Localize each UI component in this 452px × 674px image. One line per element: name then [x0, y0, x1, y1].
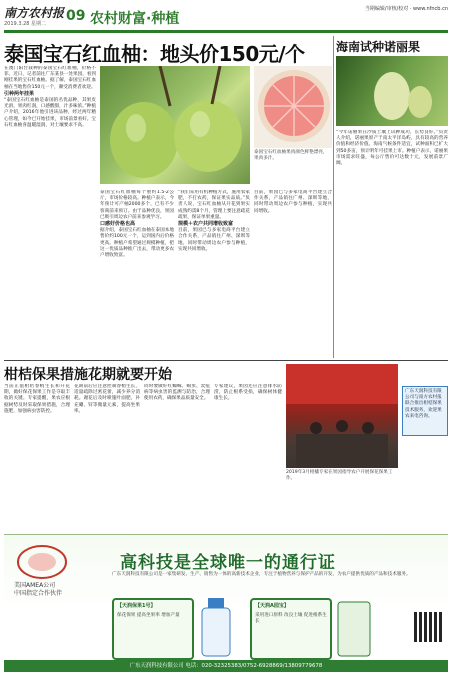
masthead-logo: 南方农村报	[4, 6, 65, 20]
product-card-1	[112, 598, 194, 660]
article2-headline: 柑桔保果措施花期就要开始	[4, 367, 172, 383]
article1-col2-text: 泰国宝石红血柚每个重约1.5-2公斤，市场价格较高。种植户表示，今年预计可产柚2000多个，已有不少客商前来预订。由于品种优良，果园已吸引周边农户前来参观学习。	[100, 190, 174, 220]
pomelo-flesh-caption: 泰国宝石红血柚果肉颜色鲜艳漂亮，果肉多汁。	[254, 150, 328, 161]
header-info: 当期编辑/审核/校对 · www.nfncb.cn	[364, 6, 448, 12]
section-divider	[4, 360, 448, 361]
ad-headline: 高科技是全球唯一的通行证	[120, 553, 336, 573]
article1-col1-text: 在澳门阳台栽种的泰国宝石红血柚，价格不菲。近日，记者前往广东某县一处果园，看到刚挂果的宝石红血柚。据了解，泰国宝石红血柚在当地售价150元一个，颇受消费者欢迎。	[4, 66, 96, 90]
section-title: 农村财富·种植	[90, 11, 180, 27]
article1-col1-subhead: 引种两年挂果	[4, 90, 35, 97]
article1-col4-text: 目前，果园已与多家电商平台建立合作关系，产品销往广州、深圳等地，同时带动周边农户参与种植，实现共同增收。	[254, 190, 332, 214]
article2-column-1: 当前正值柑桔春梢生长和开花期，做好保花保果工作是夺取丰收的关键。专家提醒，果农应根据树势及时采取保果措施，合理施肥，加强病虫害防控。	[4, 384, 70, 414]
article1-col3-subhead: 规模＋农户共同增收致富	[178, 221, 234, 228]
pomelo-slice-illustration	[254, 66, 332, 148]
ad-company: 美国AMEA公司 中国指定合作伙伴	[14, 582, 63, 597]
article1-col2-subhead: 口感好价格也高	[100, 221, 136, 228]
ad-subtitle: 广东天润科技有限公司是一家集研发、生产、销售为一体的高新技术企业，专注于植物营养与保护产品的开发，为农户提供优质的产品和技术服务。	[112, 572, 411, 577]
sidebar-headline: 海南试种诺丽果	[336, 40, 421, 54]
article1-col2-text-b: 据介绍，泰国宝石红血柚在泰国本地售价约100元一个，运到国内后价格更高。种植户希望通过规模种植，把这一优质品种推广出去，带动更多农户增收致富。	[100, 228, 174, 259]
article1-col1-text-b: “泰国宝石红血柚是泰国的名优品种，其果皮光滑，果肉红润，口感酸甜，汁多味浓。”种植户介绍，2016年他引进该品种，经过两年精心管理，如今已开始挂果，市场前景看好。宝石红血柚喜温暖湿润，对土壤要求不高。	[4, 98, 96, 128]
qr-code-icon	[414, 612, 444, 642]
noni-fruit-illustration	[336, 56, 448, 126]
issue-date: 2019.3.28 星期二	[4, 21, 47, 27]
article1-column-2	[100, 190, 174, 356]
article1-headline: 泰国宝石红血柚：地头价150元/个	[4, 42, 305, 66]
product-bag-icon	[334, 596, 374, 658]
meeting-illustration	[286, 364, 398, 468]
citrus-meeting-photo	[286, 364, 398, 468]
article1-col3-text: “我们采用有机种植方式，施用农家肥，不打农药，保证果实品质。”负责人说，宝石红血柚从开花到果实成熟约需8个月，管理上要注意疏花疏果，保证单果重量。	[178, 190, 250, 220]
company-logo	[12, 540, 102, 580]
product-1-label: 【天润保果1号】	[117, 603, 156, 609]
article2-column-2: 花期前后应注意控制春梢生长，适量疏除过密花蕾，减少养分消耗。谢花后及时喷施叶面肥，补充硼、锌等微量元素，提高坐果率。	[74, 384, 140, 414]
article2-column-4: 专家建议，果园还应注意排水防涝，防止根系受损，确保树体健康生长。	[214, 384, 282, 402]
column-divider	[333, 36, 334, 358]
pomelo-tree-photo	[100, 66, 250, 184]
citrus-meeting-caption: 2019年3月柑橘专家在果园指导农户开展保花保果工作。	[286, 470, 393, 481]
header-divider	[4, 30, 448, 33]
article1-col3-text-b: 目前，果园已与多家电商平台建立合作关系，产品销往广州、深圳等地，同时带动周边农户参与种植，实现共同增收。	[178, 228, 250, 252]
promo-sidebox: 广东天润科技有限公司与南方农村报联合推出柑桔保果技术服务，欢迎果农来电咨询。	[402, 386, 448, 436]
page-number: 09	[66, 8, 86, 24]
article1-column-3	[178, 190, 250, 356]
pomelo-flesh-photo	[254, 66, 332, 148]
noni-fruit-photo	[336, 56, 448, 126]
product-bottle-icon	[196, 596, 236, 658]
product-card-2	[250, 598, 332, 660]
product-2-desc: 采用进口原料 改良土壤 促进根系生长	[255, 612, 327, 624]
article2-column-3: 同时要做好红蜘蛛、蚜虫、炭疽病等病虫害的监测与防治，合理使用农药，确保果品质量安全。	[144, 384, 210, 402]
sidebar-body: “今年诺丽果在沙质土壤上试种成功，长势良好。”负责人介绍，诺丽果原产于南太平洋岛屿，具有较高的营养价值和经济价值。海南气候条件适宜，试种面积已扩大到50多亩，预计明年可挂果上市。种植户表示，诺丽果市场需求旺盛，每公斤售价可达数十元，发展前景广阔。	[336, 130, 448, 167]
product-1-desc: 保花保果 提高坐果率 增加产量	[117, 612, 180, 618]
article1-column-4	[254, 190, 332, 356]
ad-footer-contact: 广东天润科技有限公司 电话：020-32325383/0752-6928869/13809779678	[4, 660, 448, 672]
product-2-label: 【天润A园宝】	[255, 603, 289, 609]
pomelo-fruit-illustration	[100, 66, 250, 184]
article1-column-1	[4, 66, 96, 356]
